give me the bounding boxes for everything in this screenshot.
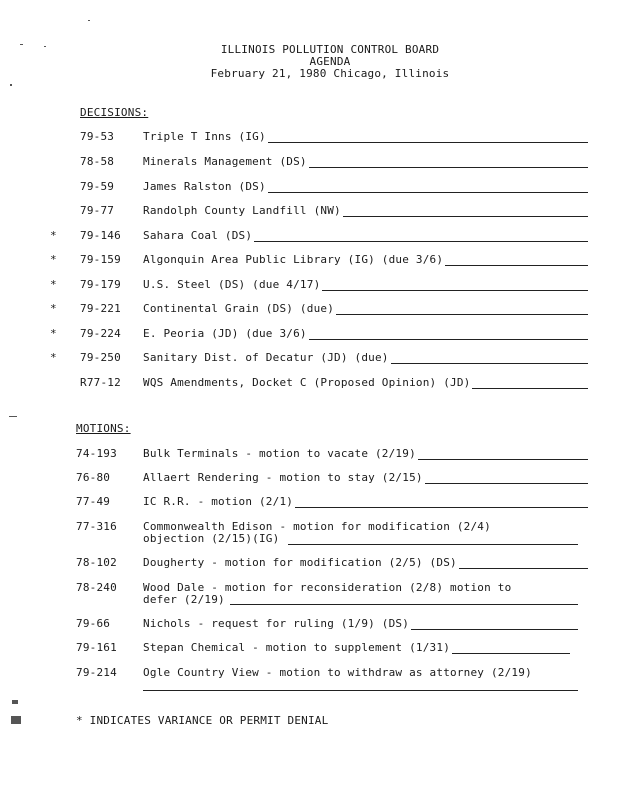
motion-description-continued: objection (2/15)(IG)	[143, 532, 280, 545]
motion-row	[0, 447, 618, 461]
scan-speck	[11, 716, 21, 724]
decision-row	[0, 180, 618, 194]
signature-line	[268, 182, 588, 193]
motion-row	[0, 617, 618, 631]
case-description: Sahara Coal (DS)	[143, 229, 253, 242]
docket-number: 79-66	[76, 617, 111, 630]
motion-row	[0, 520, 618, 534]
decision-row	[0, 278, 618, 292]
board-name: ILLINOIS POLLUTION CONTROL BOARD	[220, 43, 440, 56]
decision-row	[0, 302, 618, 316]
motion-description: Commonwealth Edison - motion for modification (2/4)	[143, 520, 491, 533]
signature-line	[425, 473, 588, 484]
signature-line	[411, 619, 578, 630]
docket-number: 79-77	[80, 204, 115, 217]
docket-number: 78-58	[80, 155, 115, 168]
docket-number: 79-221	[80, 302, 121, 315]
docket-number: 79-59	[80, 180, 115, 193]
signature-line	[445, 255, 588, 266]
signature-line	[343, 206, 588, 217]
motions-heading: MOTIONS:	[76, 422, 131, 435]
motion-row	[0, 641, 618, 655]
decision-row	[0, 253, 618, 267]
docket-number: 79-161	[76, 641, 117, 654]
case-description: E. Peoria (JD) (due 3/6)	[143, 327, 307, 340]
docket-number: 76-80	[76, 471, 111, 484]
scan-speck	[88, 20, 90, 21]
docket-number: 79-53	[80, 130, 115, 143]
signature-line	[418, 449, 588, 460]
signature-line	[309, 157, 588, 168]
case-description: Triple T Inns (IG)	[143, 130, 266, 143]
motion-description: Dougherty - motion for modification (2/5) (DS)	[143, 556, 457, 569]
denial-marker: *	[50, 229, 57, 242]
signature-line	[295, 497, 588, 508]
docket-number: R77-12	[80, 376, 121, 389]
case-description: Sanitary Dist. of Decatur (JD) (due)	[143, 351, 389, 364]
motion-description: Ogle Country View - motion to withdraw as attorney (2/19)	[143, 666, 532, 679]
case-description: Continental Grain (DS) (due)	[143, 302, 335, 315]
motion-description-continued: defer (2/19)	[143, 593, 225, 606]
footnote-legend: * INDICATES VARIANCE OR PERMIT DENIAL	[76, 714, 329, 727]
docket-number: 77-316	[76, 520, 117, 533]
motion-row	[0, 471, 618, 485]
docket-number: 78-240	[76, 581, 117, 594]
signature-line	[452, 643, 570, 654]
motion-description: Allaert Rendering - motion to stay (2/15)	[143, 471, 423, 484]
denial-marker: *	[50, 302, 57, 315]
case-description: James Ralston (DS)	[143, 180, 266, 193]
agenda-title: AGENDA	[309, 55, 351, 68]
meeting-date-location: February 21, 1980 Chicago, Illinois	[210, 67, 450, 80]
decision-row	[0, 130, 618, 144]
signature-line	[288, 544, 578, 545]
denial-marker: *	[50, 327, 57, 340]
motion-description: Stepan Chemical - motion to supplement (1/31)	[143, 641, 451, 654]
signature-line	[254, 231, 588, 242]
decision-row	[0, 351, 618, 365]
decision-row	[0, 155, 618, 169]
denial-marker: *	[50, 351, 57, 364]
docket-number: 74-193	[76, 447, 117, 460]
scan-speck	[9, 416, 17, 417]
motion-row	[0, 666, 618, 680]
docket-number: 79-179	[80, 278, 121, 291]
motion-description: Bulk Terminals - motion to vacate (2/19)	[143, 447, 416, 460]
signature-line	[230, 604, 578, 605]
scan-speck	[10, 84, 12, 86]
signature-line	[472, 378, 588, 389]
scan-speck	[44, 46, 46, 47]
motion-description: IC R.R. - motion (2/1)	[143, 495, 294, 508]
signature-line	[309, 329, 588, 340]
docket-number: 79-250	[80, 351, 121, 364]
decisions-heading: DECISIONS:	[80, 106, 149, 119]
decision-row	[0, 327, 618, 341]
decision-row	[0, 376, 618, 390]
decision-row	[0, 229, 618, 243]
denial-marker: *	[50, 278, 57, 291]
signature-line	[143, 690, 578, 691]
docket-number: 79-159	[80, 253, 121, 266]
motion-description: Wood Dale - motion for reconsideration (2/8) motion to	[143, 581, 512, 594]
agenda-header	[150, 44, 510, 80]
signature-line	[459, 558, 588, 569]
case-description: Algonquin Area Public Library (IG) (due 3/6)	[143, 253, 444, 266]
motion-row	[0, 581, 618, 595]
decision-row	[0, 204, 618, 218]
denial-marker: *	[50, 253, 57, 266]
signature-line	[322, 280, 588, 291]
scan-speck	[20, 44, 23, 45]
case-description: Randolph County Landfill (NW)	[143, 204, 341, 217]
docket-number: 79-214	[76, 666, 117, 679]
docket-number: 78-102	[76, 556, 117, 569]
signature-line	[268, 132, 588, 143]
motion-row	[0, 495, 618, 509]
docket-number: 77-49	[76, 495, 111, 508]
docket-number: 79-224	[80, 327, 121, 340]
signature-line	[391, 353, 588, 364]
docket-number: 79-146	[80, 229, 121, 242]
case-description: WQS Amendments, Docket C (Proposed Opinion) (JD)	[143, 376, 471, 389]
motion-description: Nichols - request for ruling (1/9) (DS)	[143, 617, 410, 630]
motion-row	[0, 556, 618, 570]
case-description: Minerals Management (DS)	[143, 155, 307, 168]
scan-speck	[12, 700, 18, 704]
signature-line	[336, 304, 588, 315]
case-description: U.S. Steel (DS) (due 4/17)	[143, 278, 321, 291]
